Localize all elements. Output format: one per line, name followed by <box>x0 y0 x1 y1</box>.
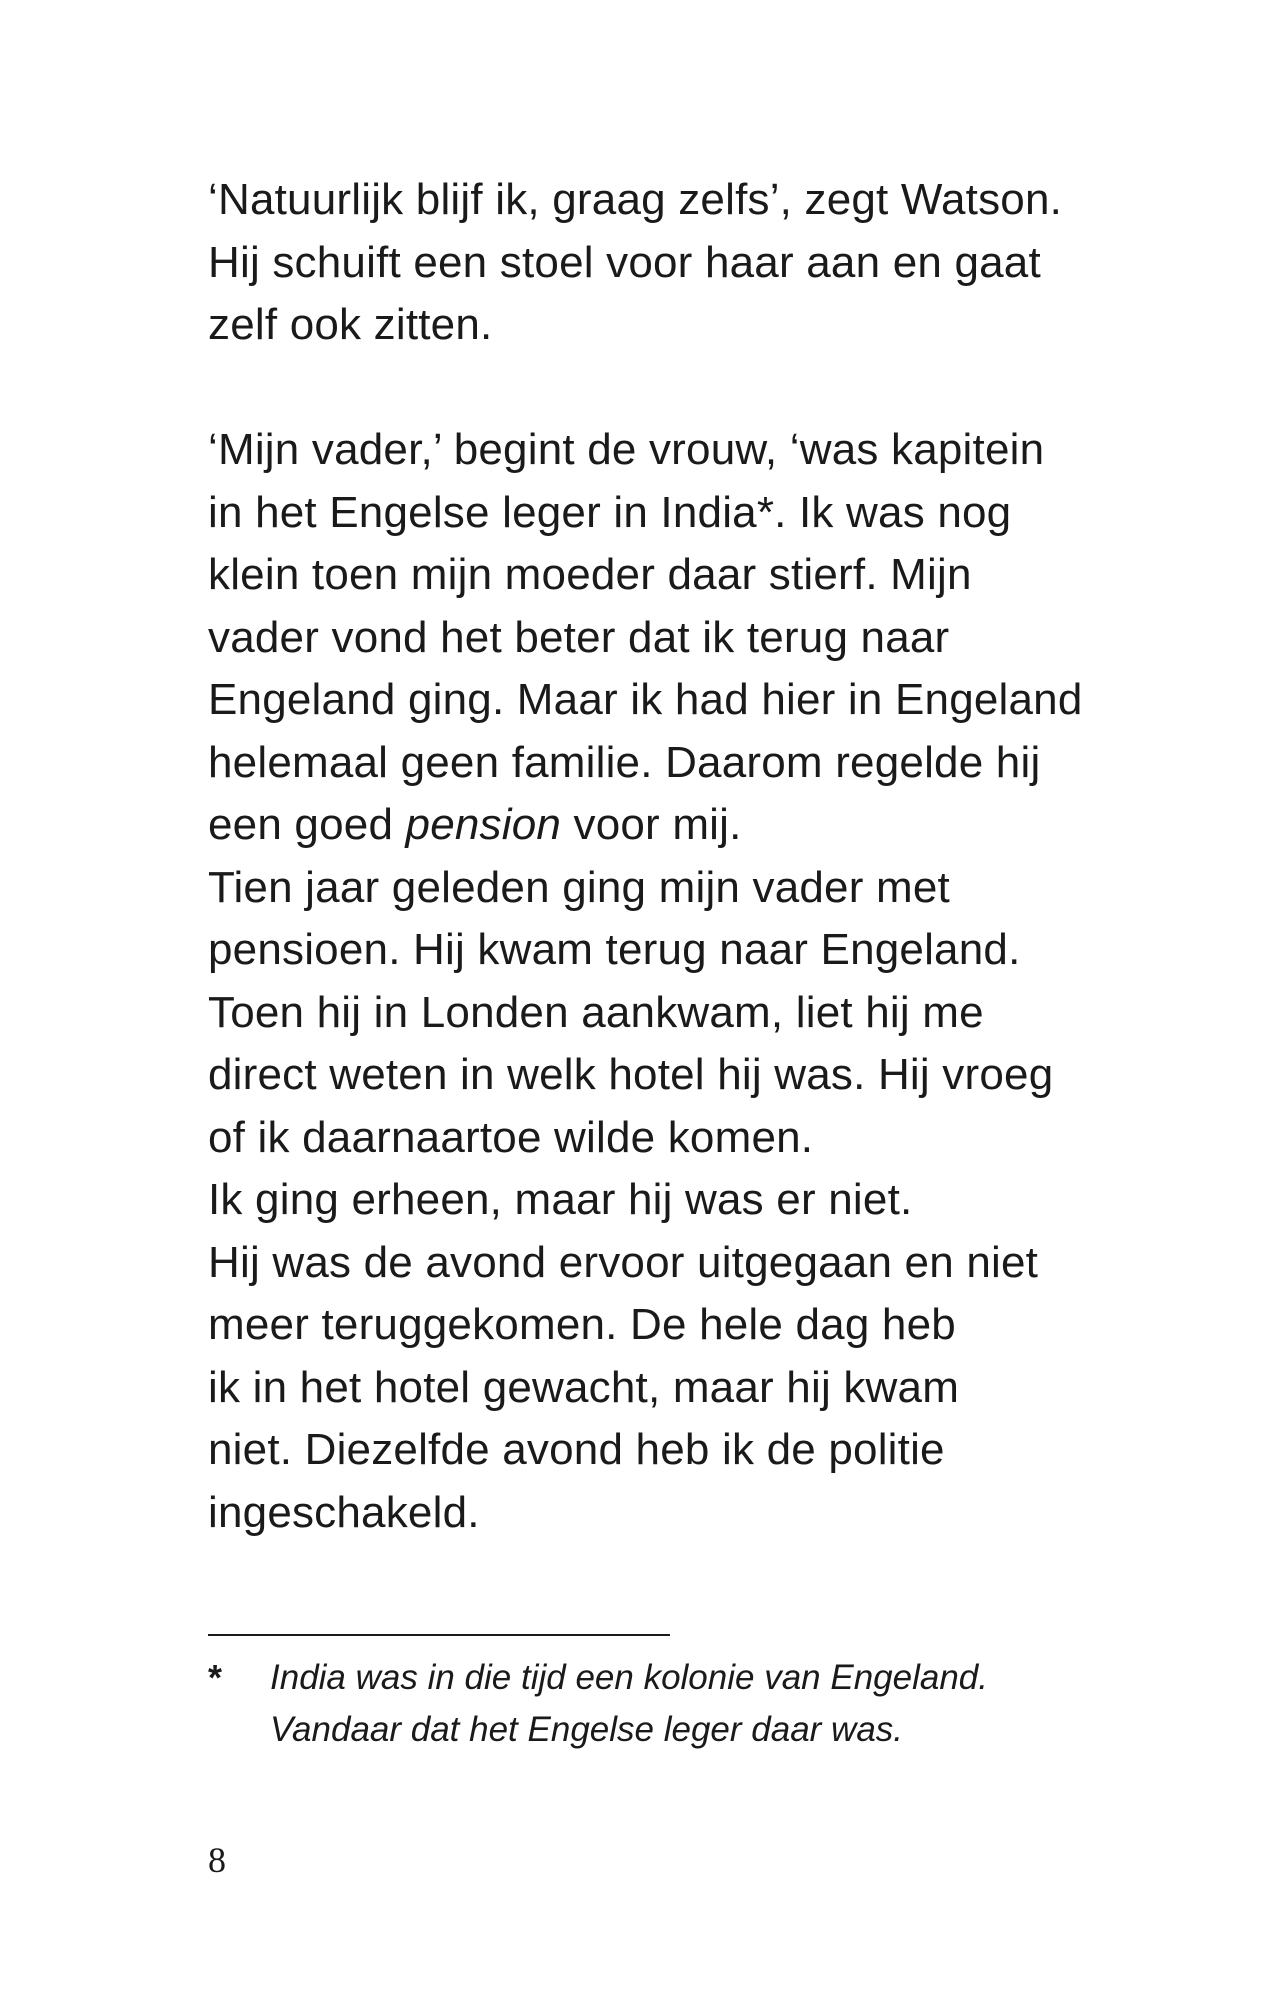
text-line: in het Engelse leger in India*. Ik was nog <box>208 487 1012 537</box>
text-line-with-italic <box>208 794 1208 857</box>
footnote-divider <box>208 1634 670 1636</box>
paragraph-1 <box>208 169 1208 357</box>
footnote-text <box>270 1652 988 1756</box>
text-line: ‘Mijn vader,’ begint de vrouw, ‘was kapitein <box>208 425 1045 474</box>
text-line: Engeland ging. Maar ik had hier in Engeland <box>208 675 1083 724</box>
text-line: helemaal geen familie. Daarom regelde hij <box>208 737 1041 787</box>
text-line: ingeschakeld. <box>208 1487 480 1537</box>
italic-word: pension <box>405 800 562 849</box>
text-line: Hij schuift een stoel voor haar aan en gaat <box>208 237 1041 287</box>
text-line: pensioen. Hij kwam terug naar Engeland. <box>208 925 1021 974</box>
text-fragment: voor mij. <box>561 800 742 849</box>
footnote-line: India was in die tijd een kolonie van Engeland. <box>270 1658 988 1697</box>
footnote-line: Vandaar dat het Engelse leger daar was. <box>270 1710 904 1749</box>
text-fragment: een goed <box>208 800 406 849</box>
text-line: ‘Natuurlijk blijf ik, graag zelfs’, zegt Watson. <box>208 175 1063 224</box>
text-line: Ik ging erheen, maar hij was er niet. <box>208 1175 913 1224</box>
text-line: Toen hij in Londen aankwam, liet hij me <box>208 987 984 1037</box>
text-line: vader vond het beter dat ik terug naar <box>208 612 950 662</box>
page-number: 8 <box>208 1840 226 1880</box>
text-line: ik in het hotel gewacht, maar hij kwam <box>208 1362 960 1412</box>
text-line: Hij was de avond ervoor uitgegaan en niet <box>208 1237 1039 1287</box>
text-line: Tien jaar geleden ging mijn vader met <box>208 862 950 912</box>
footnote-asterisk: * <box>208 1657 223 1698</box>
text-line: niet. Diezelfde avond heb ik de politie <box>208 1425 945 1474</box>
text-line: meer teruggekomen. De hele dag heb <box>208 1300 956 1349</box>
text-line: direct weten in welk hotel hij was. Hij vroeg <box>208 1050 1054 1099</box>
paragraph-2 <box>208 419 1208 1544</box>
text-line: zelf ook zitten. <box>208 300 493 349</box>
text-line: klein toen mijn moeder daar stierf. Mijn <box>208 550 972 599</box>
text-line: of ik daarnaartoe wilde komen. <box>208 1112 814 1162</box>
